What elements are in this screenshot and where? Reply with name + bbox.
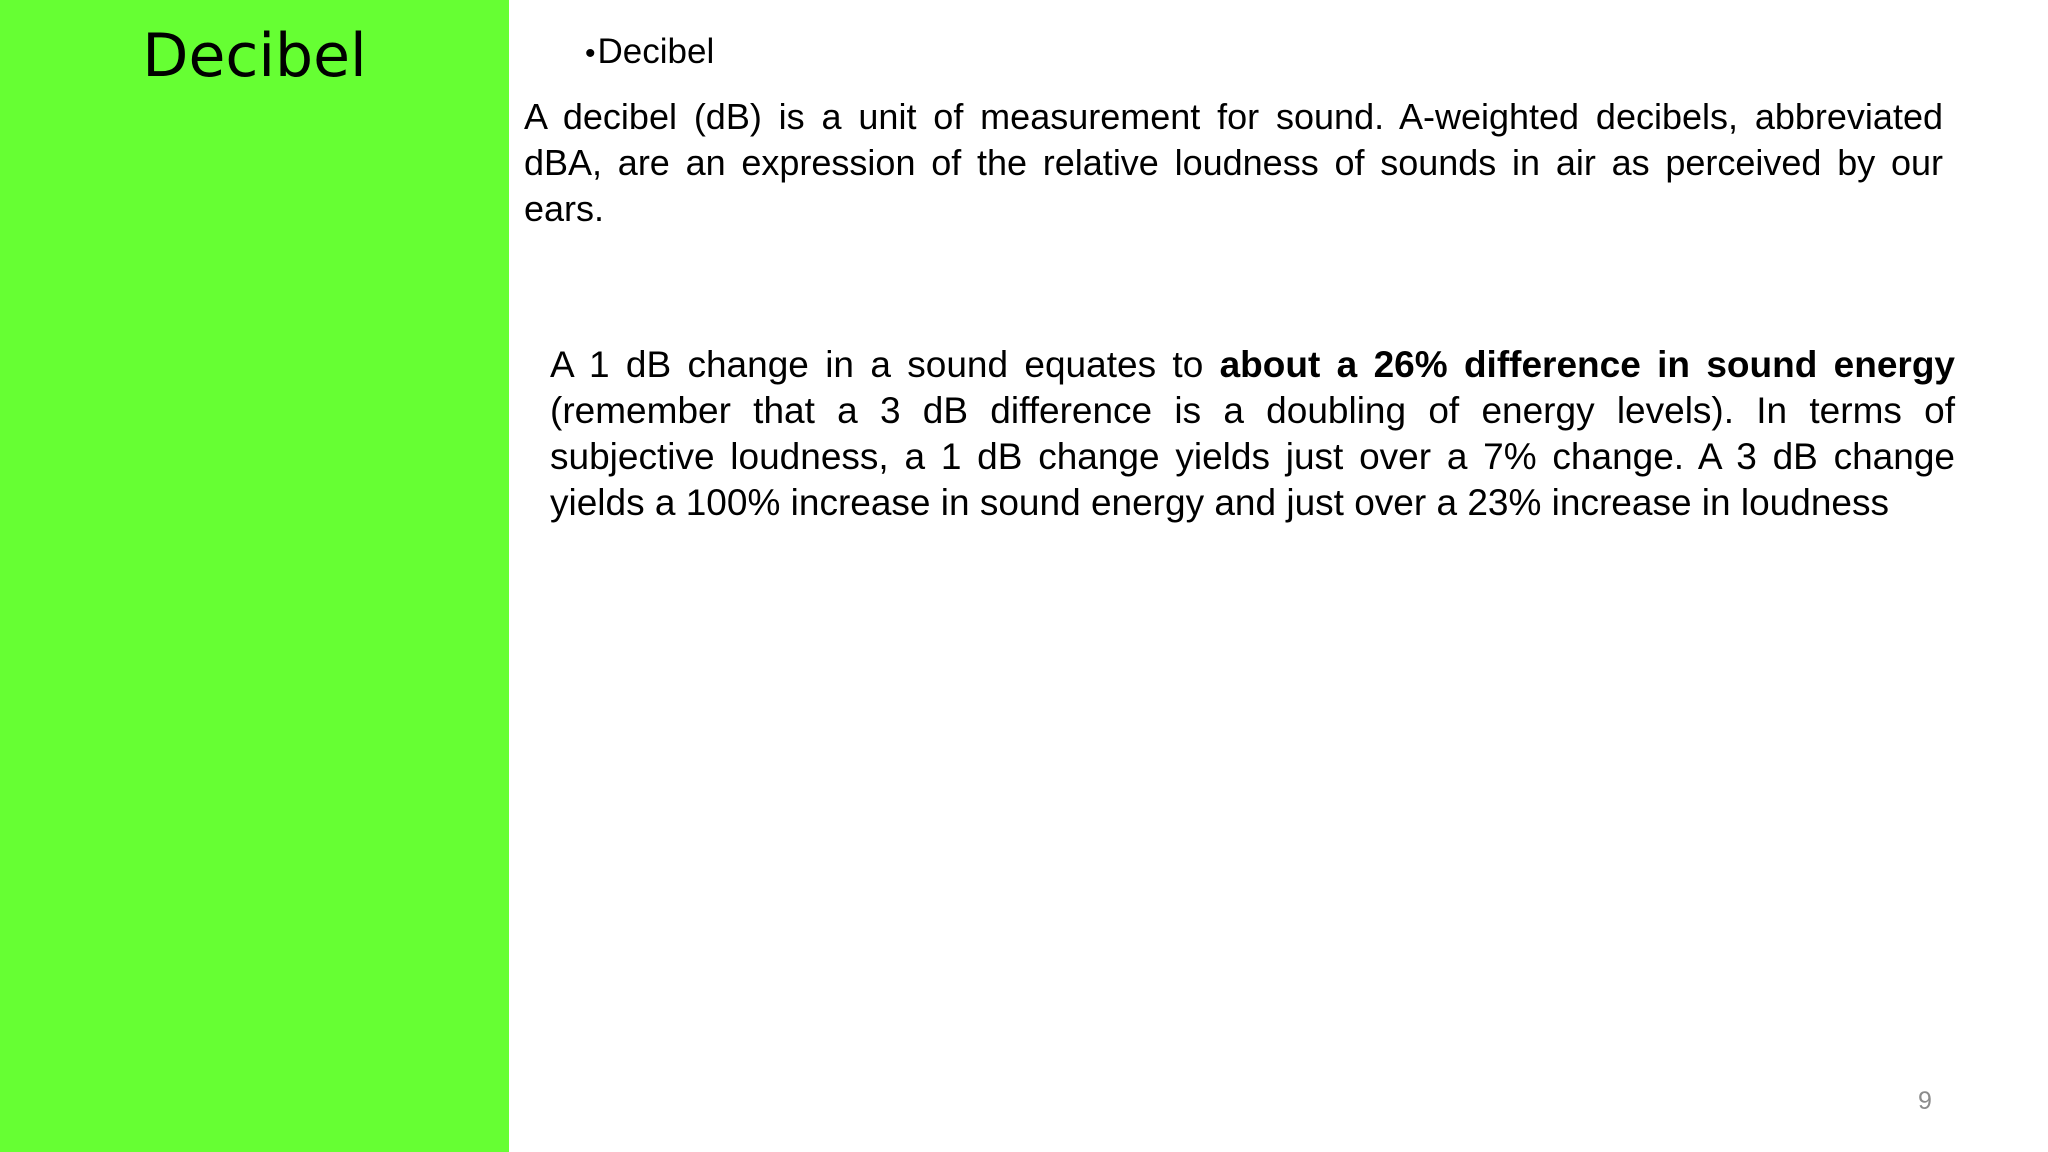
energy-paragraph-rest: (remember that a 3 dB difference is a doubling of energy levels). In terms of subjective loudness, a 1 dB change yields just over a 7% change. A 3 dB change yields a 100% increase in sound energy and just over a 23% increase in loudness (550, 390, 1955, 523)
page-number: 9 (1918, 1087, 1932, 1115)
energy-change-paragraph (550, 342, 1955, 526)
energy-paragraph-intro: A 1 dB change in a sound equates to (550, 344, 1220, 385)
bullet-heading-text: Decibel (597, 32, 715, 71)
slide-title: Decibel (142, 21, 367, 91)
green-side-panel (0, 0, 509, 1152)
definition-paragraph: A decibel (dB) is a unit of measurement for sound. A-weighted decibels, abbreviated dBA, are an expression of the relative loudness of sounds in air as perceived by our ears. (524, 96, 1943, 229)
bullet-icon: • (585, 37, 596, 70)
energy-paragraph-bold: about a 26% difference in sound energy (1219, 344, 1955, 385)
bullet-heading (585, 30, 714, 76)
